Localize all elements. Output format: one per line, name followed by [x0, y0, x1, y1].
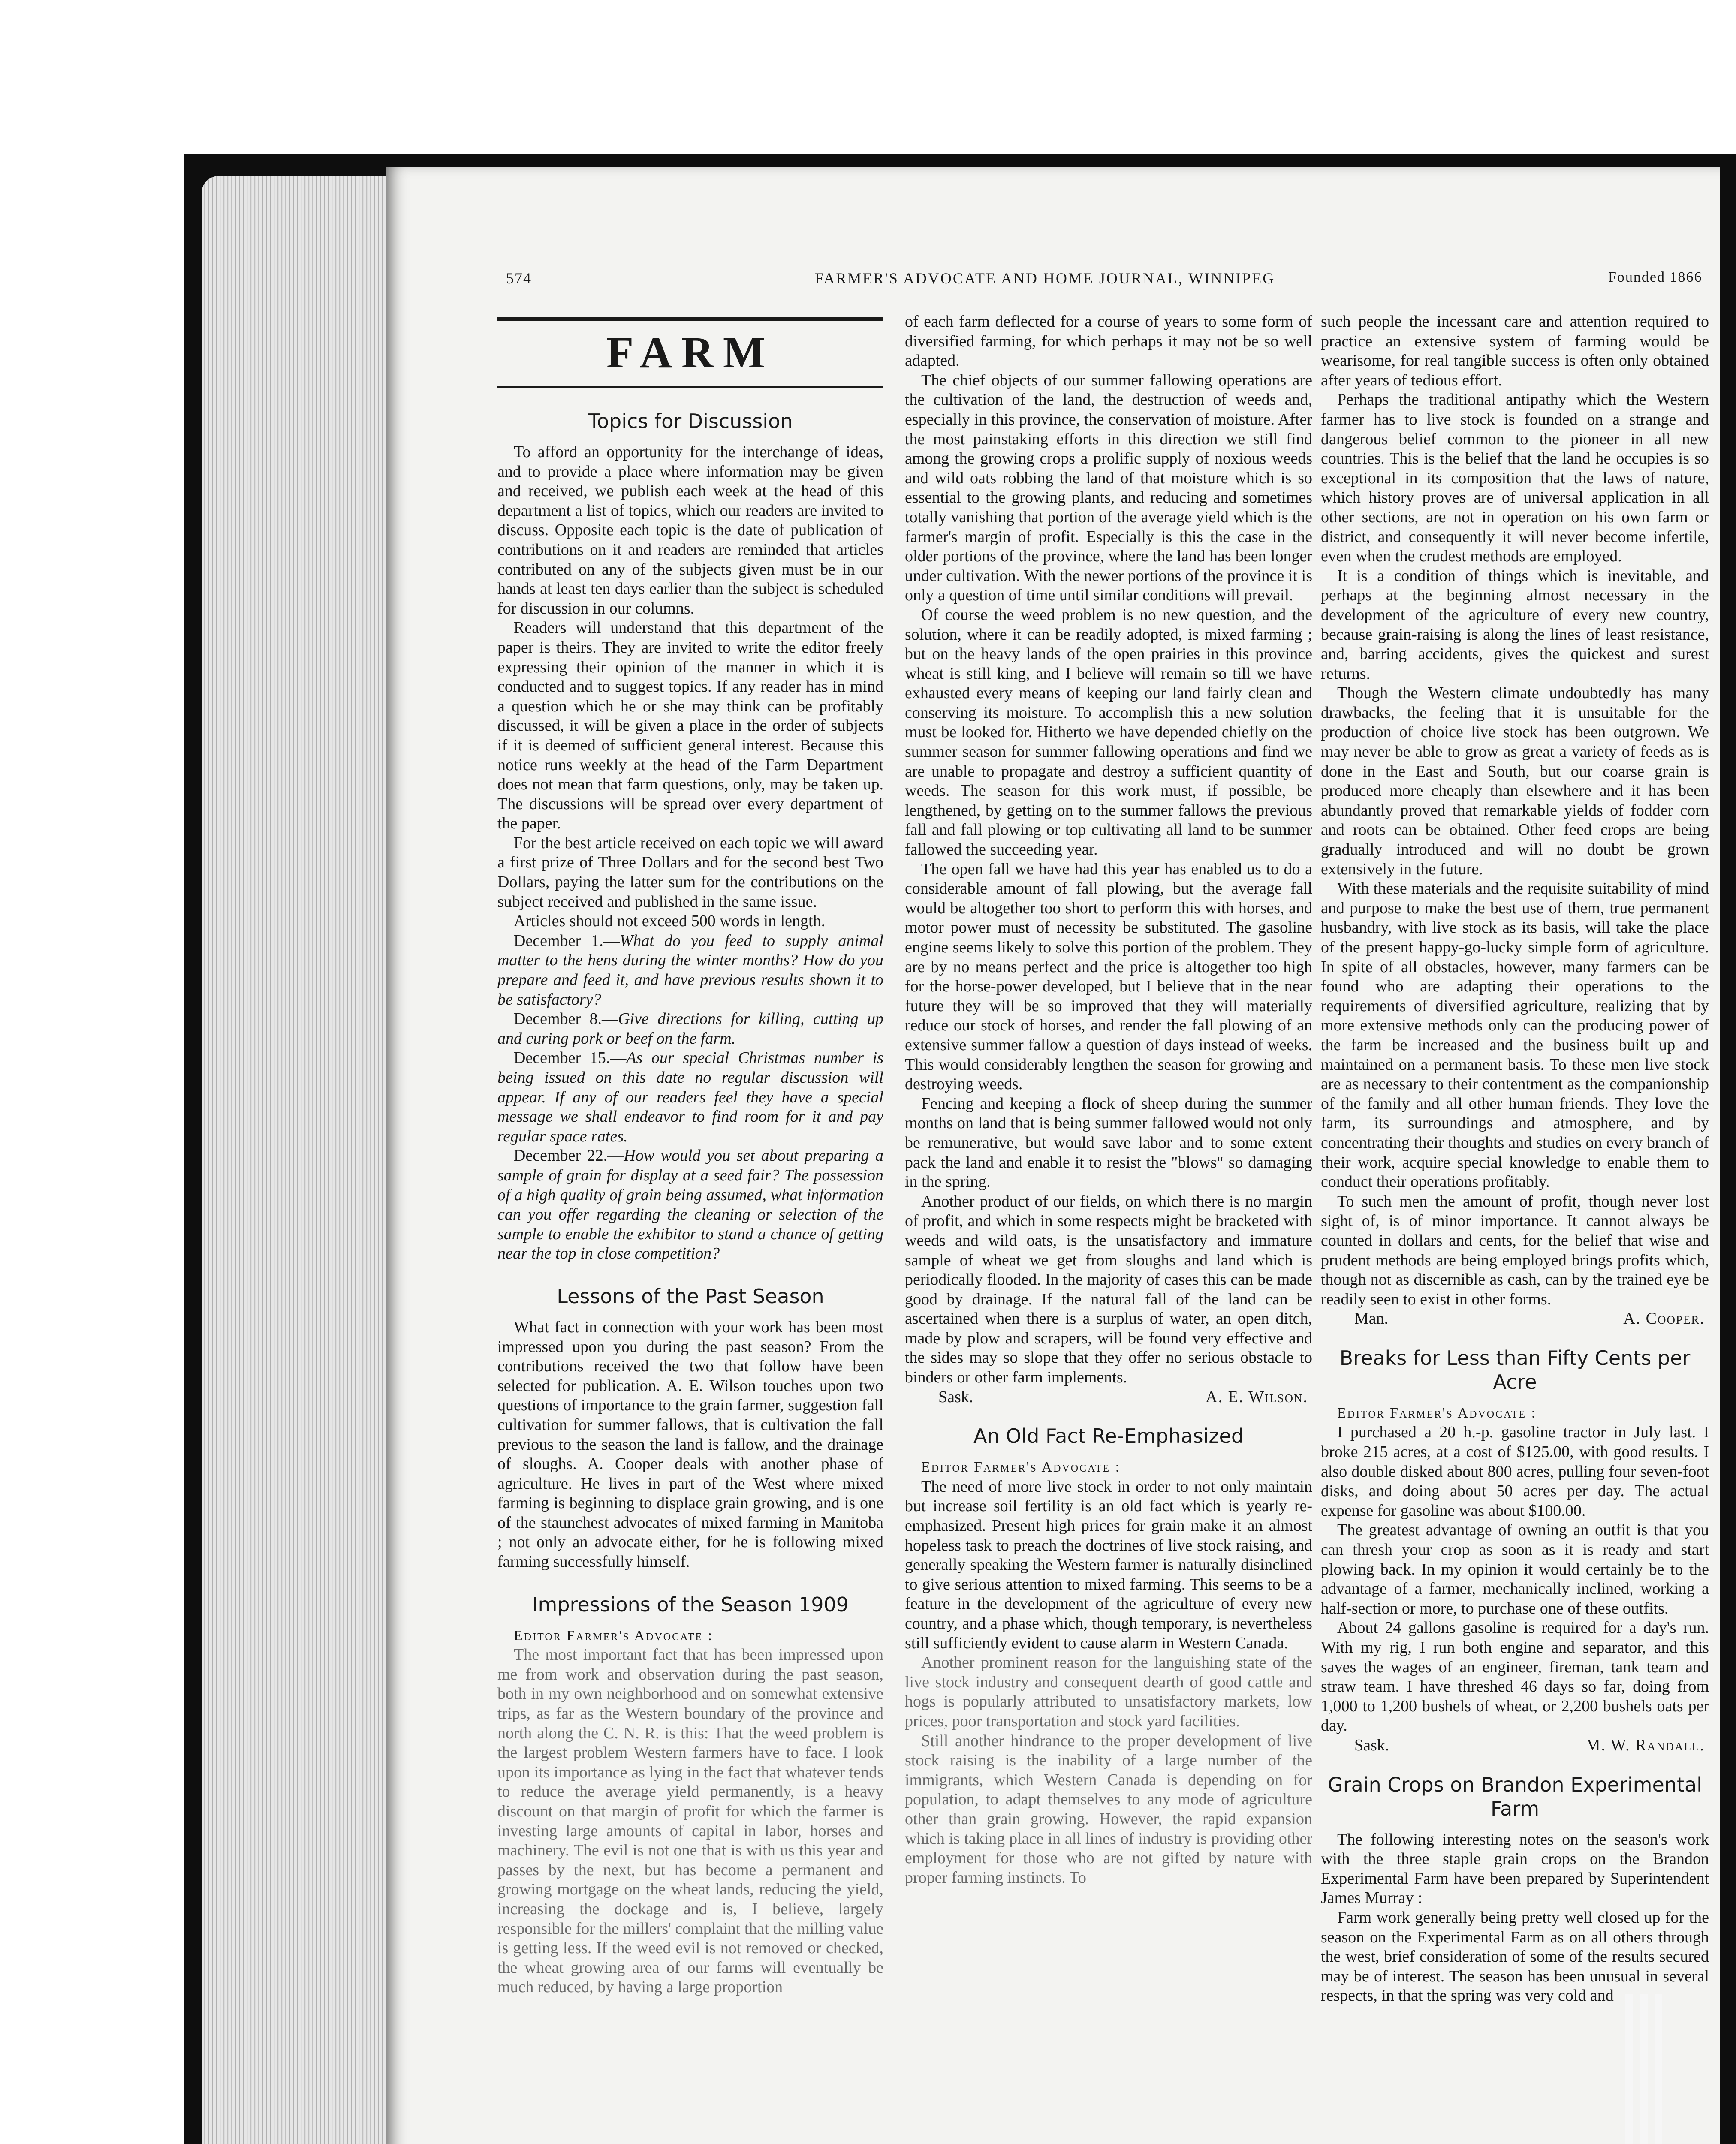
impressions-continued-1: of each farm deflected for a course of years to some form of diversified farming, for which perhaps it may not be so well adapted. [905, 313, 1312, 370]
topic-december-8 [497, 1009, 883, 1048]
old-fact-paragraph-2: Another prominent reason for the languishing state of the live stock industry and consequent dearth of good cattle and hogs is popularly attributed to unsatisfactory markets, low prices, poor transportation and stock yard facilities. [905, 1653, 1312, 1730]
impressions-continued-6: Another product of our fields, on which there is no margin of profit, and which in some respects might be bracketed with weeds and wild oats, is the unsatisfactory and immature sample of wheat we get from sloughs and land which is periodically flooded. In the majority of cases this can be made good by drainage. If the natural fall of the land can be ascertained when there is a surplus of water, an open ditch, made by plow and scrapers, will be found very effective and the sides may so slope that they offer no serious obstacle to binders or other farm implements. [905, 1192, 1312, 1387]
old-fact-continued-1: such people the incessant care and attention required to practice an extensive system of farming would be wearisome, for real tangible success is often only obtained after years of tedious effort. [1321, 313, 1709, 389]
old-fact-paragraph-3: Still another hindrance to the proper development of live stock raising is the inability of a large number of the immigrants, which Western Canada is depending on for population, to adapt themselves to any mode of agriculture other than grain growing. However, the rapid expansion which is taking place in all lines of industry is providing other employment for those who are not gifted by nature with proper farming instincts. To [905, 1731, 1312, 1887]
column-2 [905, 312, 1312, 1888]
old-fact-heading: An Old Fact Re-Emphasized [973, 1424, 1244, 1448]
old-fact-continued-3: It is a condition of things which is inevitable, and perhaps at the beginning almost necessary in the development of the agriculture of every new country, because grain-raising is along the lines of least resistance, and, barring accidents, gives the quickest and surest returns. [1321, 566, 1709, 683]
topics-paragraph-4: Articles should not exceed 500 words in length. [514, 912, 826, 930]
topic-date: December 1.— [514, 931, 620, 950]
impressions-continued-5: Fencing and keeping a flock of sheep during the summer months on land that is being summer fallowed would not only be remunerative, but would save labor and to some extent pack the land and enable it to resist the "blows" so damaging in the spring. [905, 1094, 1312, 1191]
column-1 [497, 312, 883, 1997]
impressions-continued-3: Of course the weed problem is no new question, and the solution, where it can be readily adopted, is mixed farming ; but on the heavy lands of the open prairies in this province wheat is still king, and I believe will remain so till we have exhausted every means of keeping our land fairly clean and conserving its moisture. To accomplish this a new solution must be looked for. Hitherto we have depended chiefly on the summer season for summer fallowing operations and find we are unable to propagate and destroy a sufficient quantity of weeds. The season for this work must, if possible, be lengthened, by getting on to the summer fallows the previous fall and fall plowing or top cultivating all land to be summer fallowed the succeeding year. [905, 605, 1312, 859]
running-title: FARMER'S ADVOCATE AND HOME JOURNAL, WINNIPEG [815, 270, 1275, 287]
topic-december-1 [497, 931, 883, 1009]
topic-question: Give directions for killing, cutting up and curing pork or beef on the farm. [497, 1010, 883, 1048]
topic-question: How would you set about preparing a sample of grain for display at a seed fair? The possession of a high quality of grain being assumed, what information can you offer regarding the cleaning or selection of the sample to enable the exhibitor to stand a chance of getting near the top in close competition? [497, 1147, 883, 1263]
topic-december-15 [497, 1048, 883, 1146]
section-title-farm: FARM [497, 317, 883, 388]
page-number: 574 [506, 270, 532, 287]
old-fact-editor-line: Editor Farmer's Advocate : [921, 1459, 1121, 1476]
impressions-signature [905, 1388, 1312, 1407]
signature-place: Sask. [938, 1388, 973, 1406]
topics-heading: Topics for Discussion [588, 410, 793, 433]
breaks-paragraph-1: I purchased a 20 h.-p. gasoline tractor in July last. I broke 215 acres, at a cost of $125.00, with good results. I also double disked about 800 acres, pulling four seven-foot disks, and doing about 50 acres per day. The actual expense for gasoline was about $100.00. [1321, 1423, 1709, 1520]
topics-paragraph-1: To afford an opportunity for the interchange of ideas, and to provide a place where information may be given and received, we publish each week at the head of this department a list of topics, which our readers are invited to discuss. Opposite each topic is the date of publication of contributions on it and readers are reminded that articles contributed on any of the subjects given must be in our hands at least ten days earlier than the subject is scheduled for discussion in our columns. [497, 443, 883, 617]
topics-paragraph-3: For the best article received on each topic we will award a first prize of Three Dollars and for the second best Two Dollars, paying the latter sum for the contributions on the subject received and published in the same issue. [497, 834, 883, 911]
breaks-heading: Breaks for Less than Fifty Cents per Acre [1339, 1346, 1691, 1394]
old-fact-continued-5: With these materials and the requisite suitability of mind and purpose to make the best use of them, true permanent husbandry, with live stock as its basis, will take the place of the present happy-go-lucky simple form of agriculture. In spite of all obstacles, however, many farmers can be found who are adapting their operations to the requirements of diversified agriculture, realizing that by more extensive methods only can the producing power of the farm be increased and the business built up and maintained on a permanent basis. To these men live stock are as necessary to their contentment as the companionship of the family and all other human friends. They love the farm, its surroundings and atmosphere, and by concentrating their thoughts and studies on every branch of their work, acquire special knowledge to enable them to conduct their operations profitably. [1321, 879, 1709, 1191]
topic-date: December 15.— [514, 1049, 627, 1067]
grain-crops-paragraph-2: Farm work generally being pretty well closed up for the season on the Experimental Farm as on all others through the west, brief consideration of some of the results secured may be of interest. The season has been unusual in several respects, in that the spring was very cold and [1321, 1908, 1709, 2005]
signature-name: A. Cooper. [1623, 1310, 1705, 1328]
old-fact-continued-6: To such men the amount of profit, though never lost sight of, is of minor importance. It cannot always be counted in dollars and cents, for the belief that wise and prudent methods are being employed brings profits which, though not as discernible as cash, can by the trained eye be readily seen to exist in other forms. [1321, 1192, 1709, 1308]
topic-date: December 22.— [514, 1147, 624, 1165]
scanner-light-bars [1625, 1994, 1677, 2144]
lessons-heading: Lessons of the Past Season [557, 1284, 824, 1308]
breaks-editor-line: Editor Farmer's Advocate : [1337, 1405, 1537, 1421]
topics-paragraph-2: Readers will understand that this department of the paper is theirs. They are invited to write the editor freely expressing their opinion of the manner in which it is conducted and to suggest topics. If any reader has in mind a question which he or she may think can be profitably discussed, it will be given a place in the order of subjects if it is deemed of sufficient general interest. Because this notice runs weekly at the head of the Farm Department does not mean that farm questions, only, may be taken up. The discussions will be spread over every department of the paper. [497, 619, 883, 833]
breaks-paragraph-2: The greatest advantage of owning an outfit is that you can thresh your crop as soon as it is ready and start plowing back. In my opinion it would certainly be to the advantage of a farmer, mechanically inclined, working a half-section or more, to purchase one of these outfits. [1321, 1521, 1709, 1617]
old-fact-continued-2: Perhaps the traditional antipathy which the Western farmer has to live stock is founded on a strange and dangerous belief common to the pioneer in all new countries. This is the belief that the land he occupies is so exceptional in its composition that the laws of nature, which history proves are of universal application in all other sections, are not in operation on his own farm or district, and consequently it will never become infertile, even when the crudest methods are employed. [1321, 391, 1709, 566]
impressions-paragraph-1: The most important fact that has been impressed upon me from work and observation during the past season, both in my own neighborhood and on somewhat extensive trips, as far as the Western boundary of the province and north along the C. N. R. is this: That the weed problem is the largest problem Western farmers have to face. I look upon its importance as lying in the fact that whatever tends to reduce the average yield permanently, is a heavy discount on that margin of profit for which the farmer is investing large amounts of capital in labor, horses and machinery. The evil is not one that is with us this year and passes by the next, but has become a permanent and growing mortgage on the wheat lands, reducing the yield, increasing the dockage and is, I believe, largely responsible for the millers' complaint that the milling value is getting less. If the weed evil is not removed or checked, the wheat growing area of our farms will eventually be much reduced, by having a large proportion [497, 1646, 883, 1996]
signature-place: Man. [1354, 1310, 1389, 1328]
signature-place: Sask. [1354, 1736, 1389, 1754]
signature-name: M. W. Randall. [1585, 1736, 1705, 1754]
old-fact-paragraph-1: The need of more live stock in order to not only maintain but increase soil fertility is an old fact which is yearly re-emphasized. Present high prices for grain make it an almost hopeless task to preach the doctrines of live stock raising, and generally speaking the Western farmer is naturally disinclined to give serious attention to mixed farming. This seems to be a feature in the development of the agriculture of every new country, and a phase which, though temporary, is nevertheless still sufficiently evident to cause alarm in Western Canada. [905, 1477, 1312, 1652]
column-3 [1321, 312, 1709, 2006]
old-fact-continued-4: Though the Western climate undoubtedly has many drawbacks, the feeling that it is unsuitable for the production of choice live stock has been outgrown. We may never be able to grow as great a variety of feeds as is done in the East and South, but our coarse grain is produced more cheaply than elsewhere and it has been abundantly proved that remarkable yields of fodder corn and roots can be obtained. Other feed crops are being gradually introduced and will no doubt be grown extensively in the future. [1321, 684, 1709, 878]
impressions-heading: Impressions of the Season 1909 [532, 1593, 849, 1616]
topic-december-22 [497, 1146, 883, 1264]
breaks-signature [1321, 1736, 1709, 1756]
impressions-continued-2: The chief objects of our summer fallowing operations are the cultivation of the land, the destruction of weeds and, especially in this province, the conservation of moisture. After the most painstaking efforts in this direction we still find among the growing crops a prolific supply of noxious weeds and wild oats robbing the land of that moisture which is so essential to the growing plants, and reducing and sometimes totally vanishing that portion of the average yield which is the farmer's margin of profit. Especially is this the case in the older portions of the province, where the land has been longer under cultivation. With the newer portions of the province it is only a question of time until similar conditions will prevail. [905, 371, 1312, 605]
grain-crops-paragraph-1: The following interesting notes on the season's work with the three staple grain crops on the Brandon Experimental Farm have been prepared by Superintendent James Murray : [1321, 1830, 1709, 1907]
impressions-editor-line: Editor Farmer's Advocate : [514, 1627, 714, 1644]
old-fact-signature [1321, 1309, 1709, 1329]
book-page-edges [202, 176, 390, 2144]
impressions-continued-4: The open fall we have had this year has enabled us to do a considerable amount of fall plowing, but the average fall would be altogether too short to perform this with horses, and motor power must of necessity be substituted. The gasoline engine seems likely to solve this portion of the problem. They are by no means perfect and the price is altogether too high for the horse-power developed, but I believe that in the near future they will be so improved that they will materially reduce our stock of horses, and render the fall plowing of an extensive summer fallow a question of days instead of weeks. This would considerably lengthen the season for growing and destroying weeds. [905, 860, 1312, 1093]
lessons-paragraph-1: What fact in connection with your work has been most impressed upon you during the past season? From the contributions received the two that follow have been selected for publication. A. E. Wilson touches upon two questions of importance to the grain farmer, suggestion fall cultivation for summer fallows, that is cultivation the fall previous to the season the land is fallow, and the drainage of sloughs. A. Cooper deals with another phase of agriculture. He lives in part of the West where mixed farming is beginning to displace grain growing, and is one of the staunchest advocates of mixed farming in Manitoba ; not only an advocate either, for he is following mixed farming successfully himself. [497, 1318, 883, 1571]
breaks-paragraph-3: About 24 gallons gasoline is required for a day's run. With my rig, I run both engine and separator, and this saves the wages of an engineer, fireman, tank team and straw team. I have threshed 46 days so far, doing from 1,000 to 1,200 bushels of wheat, or 2,200 bushels oats per day. [1321, 1619, 1709, 1735]
topic-date: December 8.— [514, 1010, 618, 1028]
topic-question: As our special Christmas number is being issued on this date no regular discussion will appear. If any of our readers feel they have a special message we shall endeavor to find room for it and pay regular space rates. [497, 1049, 883, 1145]
signature-name: A. E. Wilson. [1206, 1388, 1308, 1406]
grain-crops-heading: Grain Crops on Brandon Experimental Farm [1328, 1773, 1702, 1820]
founded-note: Founded 1866 [1608, 269, 1703, 285]
topic-question: What do you feed to supply animal matter to the hens during the winter months? How do you prepare and feed it, and have previous results shown it to be satisfactory? [497, 931, 883, 1009]
